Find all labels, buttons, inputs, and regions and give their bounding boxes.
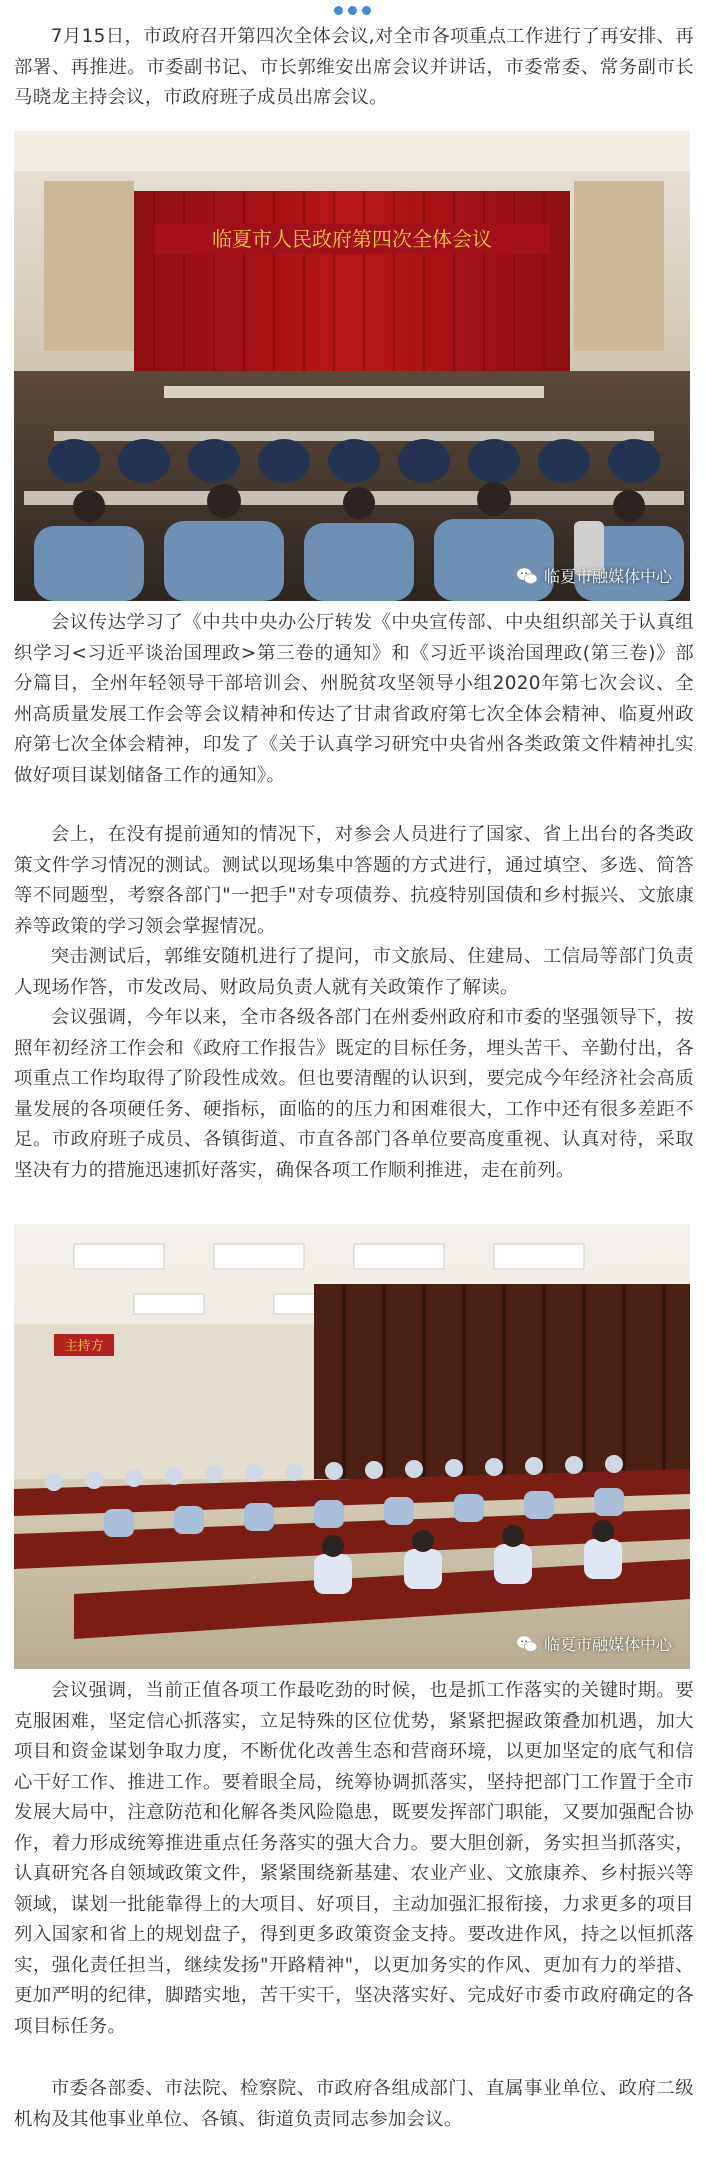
wechat-icon xyxy=(516,566,538,586)
paragraph-attendees: 市委各部委、市法院、检察院、市政府各组成部门、直属事业单位、政府二级机构及其他事业单位、各镇、街道负责同志参加会议。 xyxy=(14,2078,694,2130)
paragraph-emphasis-1: 会议强调，今年以来，全市各级各部门在州委州政府和市委的坚强领导下，按照年初经济工作会和《政府工作报告》既定的目标任务，埋头苦干、辛勤付出，各项重点工作均取得了阶段性成效。但也要清醒的认识到，要完成今年经济社会高质量发展的各项硬任务、硬指标，面临的的压力和困难很大，工作中还有很多差距不足。市政府班子成员、各镇街道、市直各部门各单位要高度重视、认真对待，采取坚决有力的措施迅速抓好落实，确保各项工作顺利推进，走在前列。 xyxy=(14,1007,694,1181)
banner-text: 临夏市人民政府第四次全体会议 xyxy=(212,227,492,251)
paragraph-questions: 突击测试后，郭维安随机进行了提问，市文旅局、住建局、工信局等部门负责人现场作答，市发改局、财政局负责人就有关政策作了解读。 xyxy=(14,946,694,998)
dot-2 xyxy=(348,6,357,15)
watermark-1-text: 临夏市融媒体中心 xyxy=(543,567,672,586)
paragraph-emphasis-2: 会议强调，当前正值各项工作最吃劲的时候，也是抓工作落实的关键时期。要克服困难，坚定信心抓落实，立足特殊的区位优势，紧紧把握政策叠加机遇，加大项目和资金谋划争取力度，不断优化改善生态和营商环境，以更加坚定的底气和信心干好工作、推进工作。要着眼全局，统筹协调抓落实，坚持把部门工作置于全市发展大局中，注意防范和化解各类风险隐患，既要发挥部门职能，又要加强配合协作，着力形成统筹推进重点任务落实的强大合力。要大胆创新，务实担当抓落实，认真研究各自领域政策文件，紧紧围绕新基建、农业产业、文旅康养、乡村振兴等领域，谋划一批能靠得上的大项目、好项目，主动加强汇报衔接，力求更多的项目列入国家和省上的规划盘子，得到更多政策资金支持。要改进作风，持之以恒抓落实，强化责任担当，继续发扬"开路精神"，以更加务实的作风、更加有力的举措、更加严明的纪律，脚踏实地，苦干实干，坚决落实好、完成好市委市政府确定的各项目标任务。 xyxy=(14,1680,694,2037)
watermark-1 xyxy=(516,564,672,587)
wechat-icon xyxy=(516,1634,538,1654)
watermark-2 xyxy=(516,1632,672,1655)
paragraph-study: 会议传达学习了《中共中央办公厅转发《中央宣传部、中央组织部关于认真组织学习<习近平谈治国理政>第三卷的通知》和《习近平谈治国理政(第三卷)》部分篇目，全州年轻领导干部培训会、州脱贫攻坚领导小组2020年第七次会议、全州高质量发展工作会等会议精神和传达了甘肃省政府第七次全体会精神、临夏州政府第七次全体会精神，印发了《关于认真学习研究中央省州各类政策文件精神扎实做好项目谋划储备工作的通知》。 xyxy=(14,612,694,786)
meeting-photo-1 xyxy=(14,131,690,601)
paragraph-intro: 7月15日，市政府召开第四次全体会议,对全市各项重点工作进行了再安排、再部署、再推进。市委副书记、市长郭维安出席会议并讲话，市委常委、常务副市长马晓龙主持会议，市政府班子成员出席会议。 xyxy=(14,26,694,108)
decorative-dots xyxy=(0,6,705,16)
watermark-2-text: 临夏市融媒体中心 xyxy=(543,1635,672,1654)
meeting-photo-2-image xyxy=(14,1224,690,1669)
paragraph-test: 会上，在没有提前通知的情况下，对参会人员进行了国家、省上出台的各类政策文件学习情况的测试。测试以现场集中答题的方式进行，通过填空、多选、简答等不同题型，考察各部门"一把手"对专项债券、抗疫特别国债和乡村振兴、文旅康养等政策的学习领会掌握情况。 xyxy=(14,824,694,937)
dot-1 xyxy=(334,6,343,15)
dot-3 xyxy=(362,6,371,15)
sign-text: 主持方 xyxy=(64,1339,104,1354)
meeting-photo-2 xyxy=(14,1224,690,1669)
meeting-photo-1-image xyxy=(14,131,690,601)
